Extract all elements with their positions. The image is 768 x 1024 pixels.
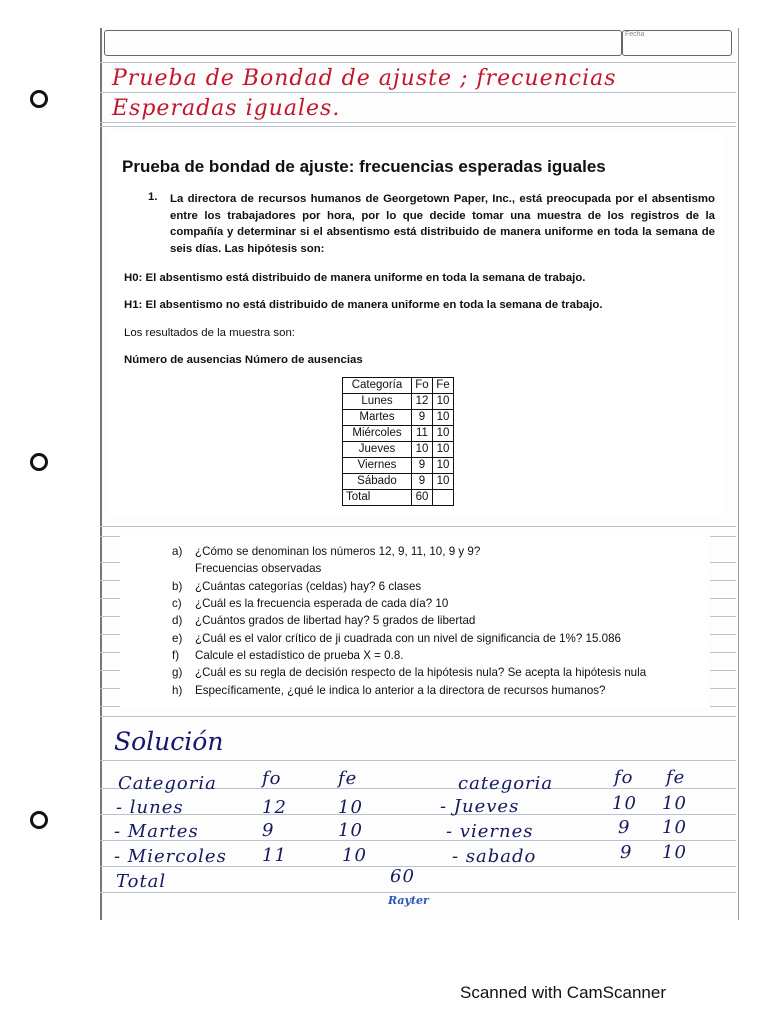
ruled-line: [100, 122, 736, 123]
answer-text: Frecuencias observadas: [195, 562, 322, 575]
solution-cell: 10: [338, 797, 363, 818]
solution-header-fe-right: fe: [666, 767, 686, 788]
solution-cell: - viernes: [446, 821, 534, 842]
table-row: [343, 442, 454, 458]
table-header-row: [343, 378, 454, 394]
table-cell: 10: [433, 410, 454, 426]
solution-total-label: Total: [116, 871, 167, 892]
ruled-line: [100, 716, 736, 717]
scanner-watermark: Scanned with CamScanner: [460, 983, 667, 1002]
table-cell: Miércoles: [343, 426, 412, 442]
solution-cell: 10: [342, 845, 367, 866]
solution-cell: - sabado: [452, 846, 537, 867]
rayter-logo: Rayter: [388, 894, 429, 907]
question-letter: f): [172, 649, 180, 662]
table-row: [343, 410, 454, 426]
table-cell: 10: [433, 442, 454, 458]
question-text: Calcule el estadístico de prueba X = 0.8.: [195, 649, 404, 662]
table-cell: 11: [412, 426, 433, 442]
binder-hole-top: [30, 90, 48, 108]
binder-hole-bottom: [30, 811, 48, 829]
table-cell: Jueves: [343, 442, 412, 458]
question-letter: d): [172, 614, 183, 627]
table-total-row: [343, 490, 454, 506]
item-number: 1.: [148, 191, 158, 203]
solution-total-value: 60: [390, 866, 415, 887]
table-header-cell: Fo: [412, 378, 433, 394]
hypothesis-h1: H1: El absentismo no está distribuido de manera uniforme en toda la semana de trabajo.: [124, 299, 603, 311]
solution-cell: 10: [662, 817, 687, 838]
question-text: ¿Cuál es la frecuencia esperada de cada día? 10: [195, 597, 449, 610]
ruled-line: [100, 814, 736, 815]
ruled-line: [100, 892, 736, 893]
table-row: [343, 458, 454, 474]
table-cell: Sábado: [343, 474, 412, 490]
solution-header-fo: fo: [262, 768, 282, 789]
solution-header-fo-right: fo: [614, 767, 634, 788]
question-text: Específicamente, ¿qué le indica lo anterior a la directora de recursos humanos?: [195, 684, 606, 697]
table-cell: [433, 490, 454, 506]
question-letter: a): [172, 545, 183, 558]
question-text: ¿Cuál es el valor crítico de ji cuadrada con un nivel de significancia de 1%? 15.086: [195, 632, 621, 645]
question-text: ¿Cuántas categorías (celdas) hay? 6 clases: [195, 580, 422, 593]
solution-header-categoria: Categoria: [118, 773, 217, 794]
ruled-line: [100, 126, 736, 127]
table-cell: 9: [412, 410, 433, 426]
table-cell: 12: [412, 394, 433, 410]
header-box: [104, 30, 622, 56]
solution-cell: 11: [262, 845, 287, 866]
table-cell: 10: [433, 474, 454, 490]
ruled-line: [100, 62, 736, 63]
printed-title: Prueba de bondad de ajuste: frecuencias esperadas iguales: [122, 157, 606, 176]
question-letter: h): [172, 684, 183, 697]
question-letter: e): [172, 632, 183, 645]
frequency-table: [342, 377, 454, 506]
table-header-cell: Fe: [433, 378, 454, 394]
table-cell: Lunes: [343, 394, 412, 410]
solution-cell: - lunes: [116, 797, 184, 818]
solution-cell: 12: [262, 797, 287, 818]
results-label: Los resultados de la muestra son:: [124, 327, 295, 339]
question-letter: b): [172, 580, 183, 593]
table-cell: Total: [343, 490, 412, 506]
ruled-line: [100, 526, 736, 527]
table-cell: 10: [433, 394, 454, 410]
date-label: Fecha: [625, 31, 645, 38]
table-row: [343, 474, 454, 490]
table-row: [343, 426, 454, 442]
question-text: ¿Cuál es su regla de decisión respecto de la hipótesis nula? Se acepta la hipótesis nula: [195, 666, 647, 679]
table-caption: Número de ausencias Número de ausencias: [124, 354, 363, 366]
table-cell: 10: [433, 458, 454, 474]
handwritten-title-line1: Prueba de Bondad de ajuste ; frecuencias: [112, 66, 617, 91]
table-row: [343, 394, 454, 410]
table-cell: 9: [412, 474, 433, 490]
question-letter: g): [172, 666, 183, 679]
solution-cell: - Miercoles: [114, 846, 227, 867]
solution-cell: - Jueves: [440, 796, 520, 817]
solution-cell: 10: [662, 793, 687, 814]
ruled-line: [100, 760, 736, 761]
table-cell: Viernes: [343, 458, 412, 474]
solution-header-categoria-right: categoria: [458, 773, 554, 794]
table-cell: 60: [412, 490, 433, 506]
question-text: ¿Cuántos grados de libertad hay? 5 grados de libertad: [195, 614, 476, 627]
question-text: ¿Cómo se denominan los números 12, 9, 11, 10, 9 y 9?: [195, 545, 481, 558]
solution-cell: 10: [338, 820, 363, 841]
binder-hole-middle: [30, 453, 48, 471]
table-header-cell: Categoría: [343, 378, 412, 394]
solution-cell: 10: [662, 842, 687, 863]
solution-title: Solución: [114, 727, 224, 756]
table-cell: 9: [412, 458, 433, 474]
handwritten-title-line2: Esperadas iguales.: [112, 96, 341, 121]
question-letter: c): [172, 597, 182, 610]
table-cell: Martes: [343, 410, 412, 426]
solution-cell: 9: [618, 817, 631, 838]
table-cell: 10: [412, 442, 433, 458]
solution-cell: 9: [262, 820, 275, 841]
solution-header-fe: fe: [338, 768, 358, 789]
hypothesis-h0: H0: El absentismo está distribuido de manera uniforme en toda la semana de trabajo.: [124, 272, 586, 284]
solution-cell: 9: [620, 842, 633, 863]
problem-paragraph: La directora de recursos humanos de Georgetown Paper, Inc., está preocupada por el absentismo entre los trabajadores por hora, por lo que decide tomar una muestra de los registros de la compañía y determinar si el absentismo está distribuido de manera uniforme en toda la semana de seis días. Las hipótesis son:: [170, 193, 715, 255]
table-cell: 10: [433, 426, 454, 442]
solution-cell: 10: [612, 793, 637, 814]
solution-cell: - Martes: [114, 821, 199, 842]
ruled-line: [100, 92, 736, 93]
